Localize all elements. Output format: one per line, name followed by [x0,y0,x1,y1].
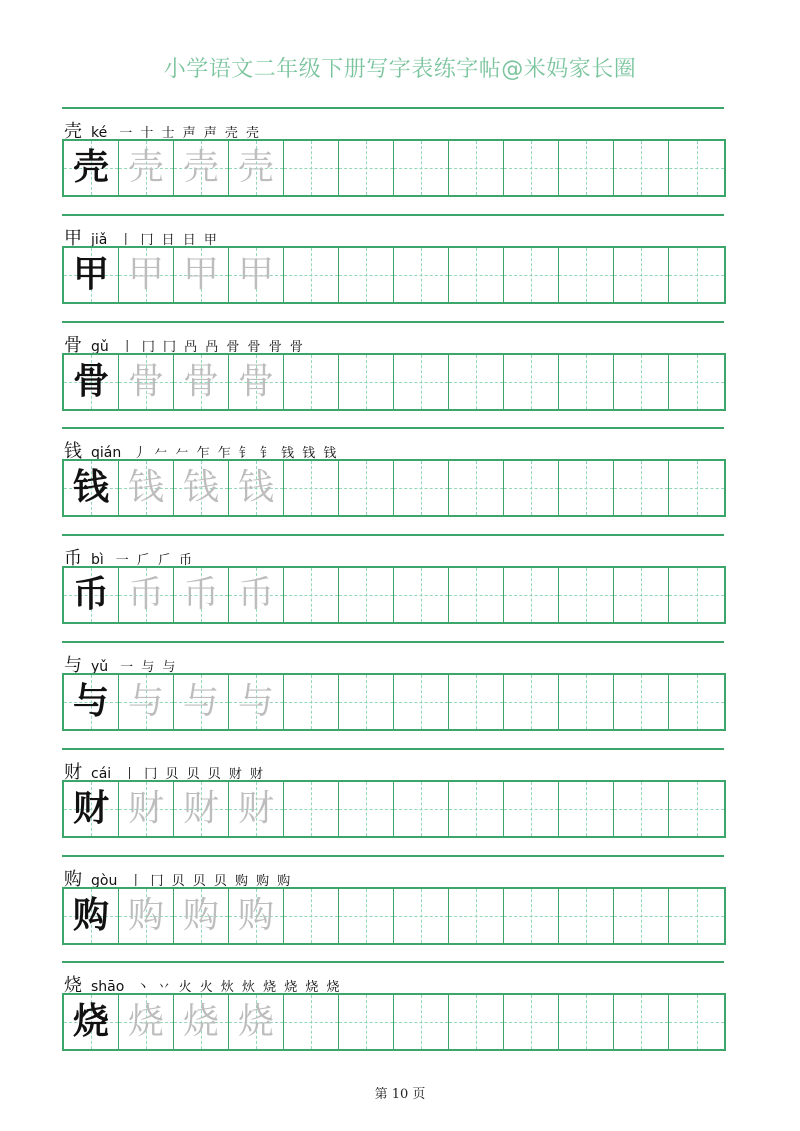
grid-guide-horizontal [449,595,503,596]
trace-cell [229,889,284,943]
pinyin-label: jiǎ [91,231,108,248]
grid-guide-horizontal [284,809,338,810]
character-label: 币 [64,548,82,570]
model-character: 财 [72,787,109,829]
grid-guide-horizontal [449,916,503,917]
blank-practice-cell[interactable] [559,461,614,515]
pinyin-label: cái [91,765,112,782]
trace-cell [229,675,284,729]
pinyin-label: qián [91,445,122,462]
character-info [64,331,305,355]
trace-character: 钱 [127,467,164,509]
stroke-order: 一 十 士 声 声 壳 壳 [119,126,262,141]
blank-practice-cell[interactable] [559,355,614,409]
grid-guide-horizontal [394,1022,448,1023]
grid-guide-horizontal [284,168,338,169]
blank-practice-cell[interactable] [614,461,669,515]
blank-practice-cell[interactable] [614,995,669,1049]
trace-cell [174,355,229,409]
trace-character: 购 [127,894,164,936]
grid-guide-horizontal [559,595,613,596]
trace-character: 骨 [182,360,219,402]
writing-grid [62,887,726,945]
trace-character: 购 [237,894,274,936]
blank-practice-cell[interactable] [339,355,394,409]
trace-cell [174,141,229,195]
trace-character: 烧 [237,1001,274,1043]
writing-grid [62,993,726,1051]
blank-practice-cell[interactable] [504,675,559,729]
row-divider [62,321,724,323]
blank-practice-cell[interactable] [394,355,449,409]
trace-cell [229,355,284,409]
writing-grid [62,780,726,838]
stroke-order: 一 𠂆 𠂆 币 [115,553,195,569]
blank-practice-cell[interactable] [449,995,504,1049]
grid-guide-horizontal [449,275,503,276]
stroke-order: 一 与 与 [120,660,178,675]
grid-guide-horizontal [284,916,338,917]
row-divider [62,855,724,857]
blank-practice-cell[interactable] [449,889,504,943]
blank-practice-cell[interactable] [669,889,724,943]
blank-practice-cell[interactable] [669,782,724,836]
model-cell [64,995,119,1049]
blank-practice-cell[interactable] [504,141,559,195]
blank-practice-cell[interactable] [394,675,449,729]
blank-practice-cell[interactable] [449,568,504,622]
blank-practice-cell[interactable] [394,782,449,836]
blank-practice-cell[interactable] [504,461,559,515]
trace-cell [174,248,229,302]
blank-practice-cell[interactable] [449,675,504,729]
blank-practice-cell[interactable] [394,248,449,302]
page-number: 第 10 页 [374,1087,426,1102]
character-row [62,641,724,748]
blank-practice-cell[interactable] [284,889,339,943]
trace-character: 与 [127,681,164,722]
grid-guide-horizontal [669,595,724,596]
model-cell [64,141,119,195]
trace-character: 钱 [237,467,274,509]
grid-guide-horizontal [394,382,448,383]
grid-guide-horizontal [339,702,393,703]
trace-character: 币 [182,574,219,616]
writing-grid [62,459,726,517]
grid-guide-horizontal [394,595,448,596]
blank-practice-cell[interactable] [339,995,394,1049]
page-title: 小学语文二年级下册写字表练字帖@米妈家长圈 [163,57,637,82]
blank-practice-cell[interactable] [284,141,339,195]
grid-guide-horizontal [504,168,558,169]
trace-character: 壳 [237,147,274,188]
blank-practice-cell[interactable] [614,568,669,622]
blank-practice-cell[interactable] [614,141,669,195]
character-row [62,961,724,1068]
model-character: 壳 [72,147,109,188]
grid-guide-horizontal [559,488,613,489]
character-label: 壳 [64,121,82,142]
blank-practice-cell[interactable] [339,141,394,195]
grid-guide-horizontal [614,1022,668,1023]
character-label: 购 [64,868,82,890]
trace-character: 与 [182,681,219,722]
character-info [64,971,342,995]
character-info [64,224,219,248]
trace-character: 财 [127,787,164,829]
blank-practice-cell[interactable] [669,355,724,409]
trace-character: 与 [237,681,274,722]
grid-guide-horizontal [504,702,558,703]
trace-character: 钱 [182,467,219,509]
trace-character: 币 [127,574,164,616]
blank-practice-cell[interactable] [614,675,669,729]
grid-guide-horizontal [504,275,558,276]
stroke-order: 丶 丷 火 火 炏 炏 烧 烧 烧 烧 [136,980,342,996]
blank-practice-cell[interactable] [284,675,339,729]
row-divider [62,641,724,643]
grid-guide-horizontal [394,702,448,703]
grid-guide-horizontal [669,488,724,489]
trace-character: 财 [182,787,219,829]
model-character: 烧 [72,1001,109,1043]
blank-practice-cell[interactable] [669,461,724,515]
stroke-order: 丨 冂 贝 贝 贝 购 购 购 [129,873,293,889]
stroke-order: 丨 冂 贝 贝 贝 财 财 [123,766,265,782]
trace-cell [174,995,229,1049]
blank-practice-cell[interactable] [449,461,504,515]
stroke-order: 丿 𠂉 𠂉 乍 乍 钅 钅 钱 钱 钱 [133,446,339,462]
trace-cell [119,461,174,515]
trace-cell [119,675,174,729]
blank-practice-cell[interactable] [449,782,504,836]
trace-character: 甲 [127,253,164,295]
blank-practice-cell[interactable] [504,568,559,622]
blank-practice-cell[interactable] [394,568,449,622]
grid-guide-horizontal [559,916,613,917]
character-row [62,321,724,428]
row-divider [62,427,724,429]
grid-guide-horizontal [339,382,393,383]
blank-practice-cell[interactable] [504,995,559,1049]
blank-practice-cell[interactable] [669,675,724,729]
character-info [64,758,265,782]
trace-cell [119,248,174,302]
blank-practice-cell[interactable] [284,248,339,302]
trace-character: 烧 [127,1001,164,1043]
model-character: 币 [72,574,109,616]
trace-character: 壳 [127,147,164,188]
grid-guide-horizontal [394,275,448,276]
blank-practice-cell[interactable] [339,248,394,302]
grid-guide-horizontal [284,1022,338,1023]
blank-practice-cell[interactable] [394,461,449,515]
grid-guide-horizontal [504,916,558,917]
trace-cell [174,568,229,622]
grid-guide-horizontal [449,382,503,383]
blank-practice-cell[interactable] [614,889,669,943]
grid-guide-horizontal [669,702,724,703]
blank-practice-cell[interactable] [559,995,614,1049]
trace-character: 骨 [237,360,274,402]
writing-grid [62,673,726,731]
writing-grid [62,139,726,197]
blank-practice-cell[interactable] [614,248,669,302]
blank-practice-cell[interactable] [669,995,724,1049]
model-character: 甲 [72,253,109,295]
trace-cell [229,568,284,622]
trace-cell [229,461,284,515]
blank-practice-cell[interactable] [669,141,724,195]
grid-guide-horizontal [504,1022,558,1023]
grid-guide-horizontal [669,275,724,276]
blank-practice-cell[interactable] [449,141,504,195]
trace-character: 骨 [127,360,164,402]
trace-character: 甲 [182,253,219,295]
blank-practice-cell[interactable] [559,889,614,943]
blank-practice-cell[interactable] [394,141,449,195]
stroke-order: 丨 冂 冂 冎 冎 骨 骨 骨 骨 [120,339,305,355]
trace-cell [229,141,284,195]
character-info [64,117,261,141]
grid-guide-horizontal [614,702,668,703]
trace-cell [119,355,174,409]
blank-practice-cell[interactable] [669,568,724,622]
blank-practice-cell[interactable] [394,995,449,1049]
trace-cell [174,461,229,515]
blank-practice-cell[interactable] [614,355,669,409]
character-row [62,855,724,962]
pinyin-label: yǔ [91,659,109,675]
grid-guide-horizontal [669,1022,724,1023]
model-cell [64,889,119,943]
character-label: 财 [64,761,82,783]
blank-practice-cell[interactable] [339,568,394,622]
grid-guide-horizontal [504,488,558,489]
pinyin-label: ké [91,125,108,141]
row-divider [62,214,724,216]
grid-guide-horizontal [284,702,338,703]
blank-practice-cell[interactable] [669,248,724,302]
model-character: 骨 [72,360,109,402]
blank-practice-cell[interactable] [614,782,669,836]
blank-practice-cell[interactable] [339,889,394,943]
grid-guide-horizontal [449,1022,503,1023]
trace-cell [174,782,229,836]
character-row [62,534,724,641]
trace-character: 烧 [182,1001,219,1043]
writing-grid [62,353,726,411]
model-character: 与 [72,681,109,722]
character-row [62,748,724,855]
grid-guide-horizontal [559,809,613,810]
pinyin-label: gǔ [91,338,109,355]
trace-character: 购 [182,894,219,936]
grid-guide-horizontal [339,275,393,276]
blank-practice-cell[interactable] [559,782,614,836]
trace-cell [119,141,174,195]
character-label: 甲 [64,227,82,249]
grid-guide-horizontal [504,809,558,810]
model-cell [64,355,119,409]
stroke-order: 丨 冂 日 日 甲 [119,232,219,248]
grid-guide-horizontal [449,168,503,169]
character-label: 钱 [64,441,82,463]
trace-cell [119,568,174,622]
grid-guide-horizontal [669,916,724,917]
grid-guide-horizontal [394,916,448,917]
character-row [62,107,724,214]
character-row [62,214,724,321]
grid-guide-horizontal [559,275,613,276]
row-divider [62,748,724,750]
grid-guide-horizontal [614,595,668,596]
grid-guide-horizontal [614,168,668,169]
blank-practice-cell[interactable] [284,355,339,409]
pinyin-label: shāo [91,979,125,996]
writing-grid [62,566,726,624]
trace-character: 甲 [237,253,274,295]
trace-cell [119,889,174,943]
blank-practice-cell[interactable] [284,782,339,836]
trace-character: 币 [237,574,274,616]
grid-guide-horizontal [394,488,448,489]
grid-guide-horizontal [614,916,668,917]
grid-guide-horizontal [284,595,338,596]
blank-practice-cell[interactable] [559,141,614,195]
blank-practice-cell[interactable] [284,568,339,622]
character-info [64,437,338,461]
grid-guide-horizontal [449,702,503,703]
grid-guide-horizontal [394,168,448,169]
blank-practice-cell[interactable] [339,461,394,515]
grid-guide-horizontal [669,168,724,169]
character-label: 烧 [64,975,82,997]
grid-guide-horizontal [339,916,393,917]
pinyin-label: gòu [91,872,118,889]
trace-cell [229,995,284,1049]
blank-practice-cell[interactable] [559,568,614,622]
grid-guide-horizontal [504,595,558,596]
grid-guide-horizontal [284,488,338,489]
model-character: 购 [72,894,109,936]
blank-practice-cell[interactable] [449,355,504,409]
character-label: 与 [64,655,82,676]
grid-guide-horizontal [559,382,613,383]
trace-cell [229,248,284,302]
grid-guide-horizontal [614,382,668,383]
pinyin-label: bì [91,552,104,569]
blank-practice-cell[interactable] [504,248,559,302]
grid-guide-horizontal [339,488,393,489]
grid-guide-horizontal [449,809,503,810]
trace-cell [174,675,229,729]
row-divider [62,534,724,536]
model-cell [64,461,119,515]
grid-guide-horizontal [614,809,668,810]
blank-practice-cell[interactable] [504,355,559,409]
model-cell [64,248,119,302]
grid-guide-horizontal [449,488,503,489]
blank-practice-cell[interactable] [559,675,614,729]
row-divider [62,107,724,109]
model-cell [64,568,119,622]
character-row [62,427,724,534]
blank-practice-cell[interactable] [284,995,339,1049]
blank-practice-cell[interactable] [504,782,559,836]
grid-guide-horizontal [559,702,613,703]
grid-guide-horizontal [669,382,724,383]
trace-character: 壳 [182,147,219,188]
character-info [64,651,177,675]
blank-practice-cell[interactable] [394,889,449,943]
grid-guide-horizontal [559,168,613,169]
blank-practice-cell[interactable] [284,461,339,515]
grid-guide-horizontal [614,275,668,276]
blank-practice-cell[interactable] [339,675,394,729]
grid-guide-horizontal [284,382,338,383]
character-label: 骨 [64,334,82,356]
blank-practice-cell[interactable] [559,248,614,302]
model-cell [64,675,119,729]
character-info [64,865,292,889]
grid-guide-horizontal [339,1022,393,1023]
trace-cell [229,782,284,836]
trace-character: 财 [237,787,274,829]
grid-guide-horizontal [559,1022,613,1023]
trace-cell [174,889,229,943]
trace-cell [119,782,174,836]
grid-guide-horizontal [339,809,393,810]
grid-guide-horizontal [669,809,724,810]
grid-guide-horizontal [394,809,448,810]
blank-practice-cell[interactable] [504,889,559,943]
blank-practice-cell[interactable] [449,248,504,302]
grid-guide-horizontal [339,168,393,169]
grid-guide-horizontal [614,488,668,489]
writing-grid [62,246,726,304]
model-cell [64,782,119,836]
row-divider [62,961,724,963]
blank-practice-cell[interactable] [339,782,394,836]
grid-guide-horizontal [284,275,338,276]
grid-guide-horizontal [504,382,558,383]
trace-cell [119,995,174,1049]
model-character: 钱 [72,467,109,509]
grid-guide-horizontal [339,595,393,596]
character-info [64,544,194,568]
